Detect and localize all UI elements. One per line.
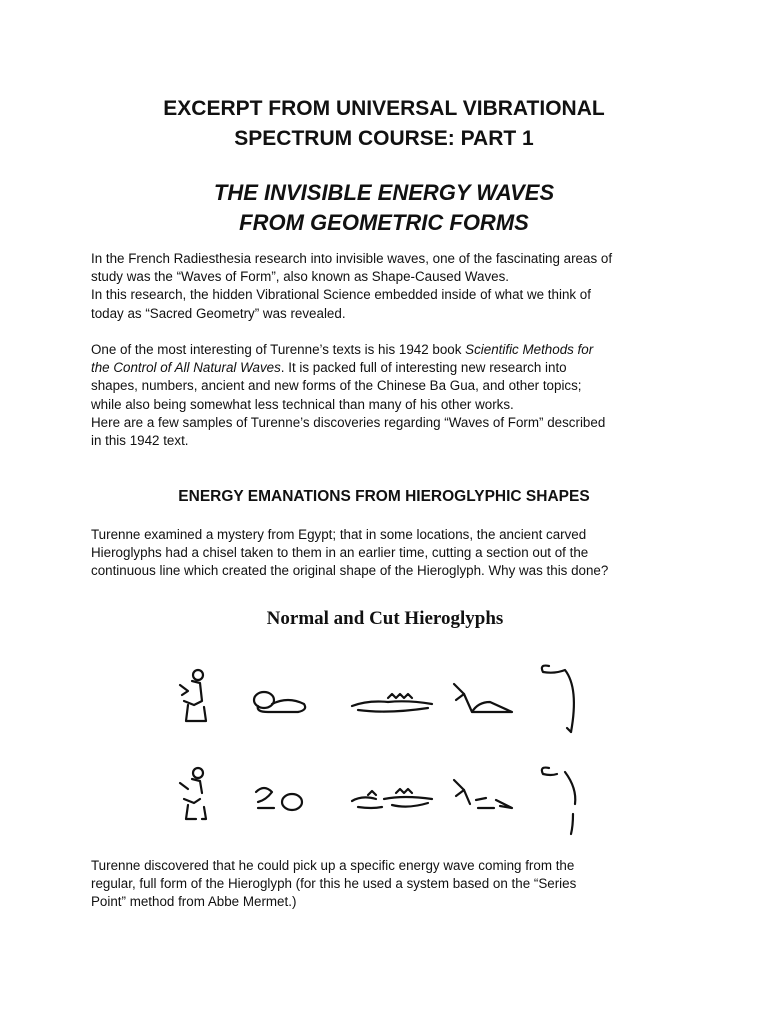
serpent-cut-glyph <box>535 760 585 840</box>
subtitle-line-1: THE INVISIBLE ENERGY WAVES <box>213 180 555 205</box>
seated-figure-glyph <box>170 665 220 725</box>
p2-line-6: in this 1942 text. <box>91 433 189 449</box>
subtitle-line-2: FROM GEOMETRIC FORMS <box>239 210 529 235</box>
document-subtitle <box>0 178 768 238</box>
book-title-line-2: the Control of All Natural Waves <box>91 360 281 376</box>
p1-line-2: study was the “Waves of Form”, also known as Shape-Caused Waves. <box>91 269 510 285</box>
p4-line-1: Turenne discovered that he could pick up a specific energy wave coming from the <box>91 858 575 873</box>
p2-prefix: One of the most interesting of Turenne’s texts is his 1942 book <box>91 342 466 357</box>
p3-line-3: continuous line which created the original shape of the Hieroglyph. Why was this done? <box>91 563 609 579</box>
book-title-line-1: Scientific Methods for <box>465 342 594 357</box>
p4-line-2: regular, full form of the Hieroglyph (for this he used a system based on the “Series <box>91 876 577 892</box>
bird-cut-glyph <box>450 776 520 816</box>
section-paragraph <box>91 526 691 581</box>
serpent-glyph <box>535 658 585 738</box>
intro-paragraph-1 <box>91 250 691 323</box>
p2-after-book: . It is packed full of interesting new research into <box>280 360 567 376</box>
section-heading: ENERGY EMANATIONS FROM HIEROGLYPHIC SHAPES <box>178 488 590 505</box>
title-line-2: SPECTRUM COURSE: PART 1 <box>234 127 534 150</box>
closing-paragraph <box>91 857 691 912</box>
title-line-1: EXCERPT FROM UNIVERSAL VIBRATIONAL <box>163 97 605 120</box>
document-title <box>0 94 768 154</box>
bird-glyph <box>450 680 520 720</box>
p1-line-4: today as “Sacred Geometry” was revealed. <box>91 305 346 321</box>
p2-line-5: Here are a few samples of Turenne’s discoveries regarding “Waves of Form” described <box>91 414 606 430</box>
recumbent-animal-glyph <box>248 682 318 722</box>
hieroglyph-figure <box>150 600 620 840</box>
intro-paragraph-2 <box>91 341 691 450</box>
p1-line-1: In the French Radiesthesia research into invisible waves, one of the fascinating areas of <box>91 251 613 266</box>
seated-figure-cut-glyph <box>170 763 220 823</box>
figure-title: Normal and Cut Hieroglyphs <box>266 608 504 629</box>
crocodile-cut-glyph <box>348 785 438 815</box>
crocodile-glyph <box>348 690 438 720</box>
p1-line-3: In this research, the hidden Vibrational Science embedded inside of what we think of <box>91 287 591 303</box>
p3-line-1: Turenne examined a mystery from Egypt; that in some locations, the ancient carved <box>91 527 587 542</box>
p3-line-2: Hieroglyphs had a chisel taken to them in an earlier time, cutting a section out of the <box>91 545 589 561</box>
p2-line-3: shapes, numbers, ancient and new forms of the Chinese Ba Gua, and other topics; <box>91 378 582 394</box>
recumbent-animal-cut-glyph <box>248 780 318 820</box>
p2-line-4: while also being somewhat less technical than many of his other works. <box>91 396 514 412</box>
p4-line-3: Point” method from Abbe Mermet.) <box>91 894 297 910</box>
